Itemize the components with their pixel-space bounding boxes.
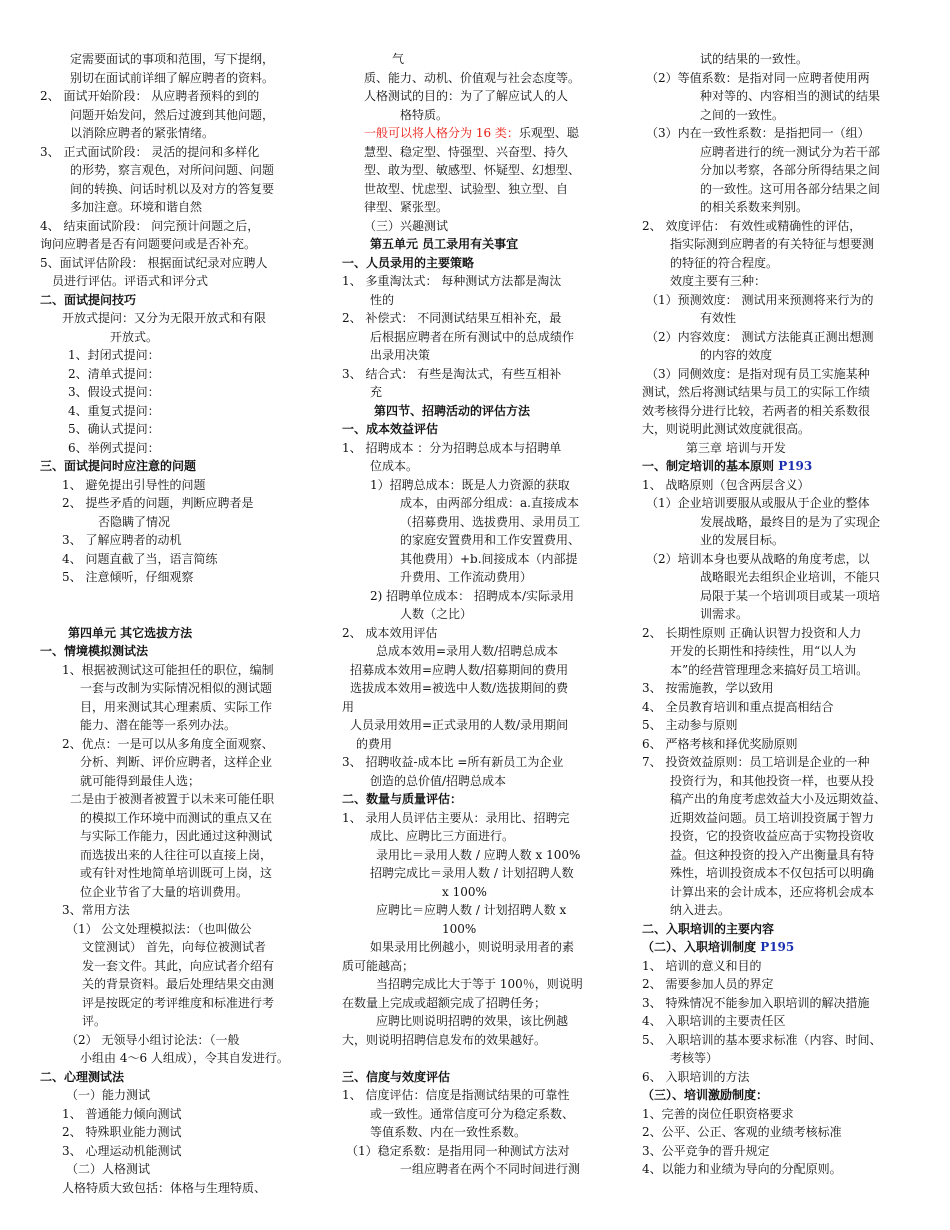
text-line: 2) 招聘单位成本： 招聘成本/实际录用 — [370, 588, 574, 603]
text-line: 成比、应聘比三方面进行。 — [370, 829, 515, 843]
text-line: 业的发展目标。 — [700, 533, 785, 547]
text-line: 2、优点：一是可以从多角度全面观察、 — [62, 736, 274, 751]
text-line: 分加以考察，各部分所得结果之间 — [700, 163, 881, 177]
text-line: 的相关系数来判别。 — [700, 200, 809, 214]
text-line: 之间的一致性。 — [700, 107, 785, 122]
text-line: 多加注意。环境和谐自然 — [70, 200, 203, 214]
text-line: （2） 无领导小组讨论法：（一般 — [66, 1032, 240, 1047]
text-line: 2、 特殊职业能力测试 — [62, 1125, 182, 1139]
text-line: 创造的总价值/招聘总成本 — [370, 773, 507, 788]
text-line: 升费用、工作流动费用） — [400, 570, 533, 584]
text-line: 的费用 — [356, 736, 393, 751]
section-heading: （三）、培训激励制度： — [642, 1088, 769, 1102]
text-line: 质可能越高； — [342, 958, 415, 973]
text-line: 一组应聘者在两个不同时间进行测 — [400, 1162, 581, 1176]
text-line: 2、 成本效用评估 — [342, 625, 438, 640]
text-line: 人格测试的目的：为了了解应试人的人 — [364, 89, 569, 103]
text-line: 投资行为，和其他投资一样，也要从投 — [670, 773, 875, 788]
text-line: 1、完善的岗位任职资格要求 — [642, 1106, 794, 1121]
text-line: 发一套文件。其此，向应试者介绍有 — [82, 958, 275, 973]
text-line: 大，则说明招聘信息发布的效果越好。 — [342, 1032, 547, 1047]
text-line: 文筐测试） 首先，向每位被测试者 — [82, 940, 266, 954]
text-line: 7、 投资效益原则：员工培训是企业的一种 — [642, 755, 870, 769]
text-line: 分析、判断、评价应聘者，这样企业 — [80, 755, 273, 769]
text-line: 性的 — [370, 292, 395, 307]
text-line: 气 — [392, 52, 405, 66]
text-line: 训需求。 — [700, 607, 749, 621]
text-line: 5、 入职培训的基本要求标准（内容、时间、 — [642, 1032, 882, 1047]
text-line: 3、 特殊情况不能参加入职培训的解决措施 — [642, 995, 870, 1010]
text-line: 录用比＝录用人数 / 应聘人数 x 100% — [376, 847, 581, 862]
text-line: 的一致性。这可用各部分结果之间 — [700, 181, 881, 196]
text-line: 1、 培训的意义和目的 — [642, 958, 762, 973]
text-line: 4、重复式提问： — [68, 403, 160, 418]
section-heading: 三、信度与效度评估 — [342, 1069, 451, 1084]
text-line: 5、 主动参与原则 — [642, 718, 738, 732]
text-line: 或有针对性地简单培训既可上岗，这 — [80, 866, 273, 880]
text-line: 开放式。 — [110, 329, 159, 344]
text-line: 应聘比＝应聘人数 / 计划招聘人数 x — [376, 903, 567, 917]
text-line: 益。但这种投资的投入产出衡量具有特 — [670, 847, 875, 862]
text-line: 6、 入职培训的方法 — [642, 1069, 750, 1084]
text-line: 考核等） — [670, 1051, 719, 1065]
text-line: 小组由 4～6 人组成），令其自发进行。 — [80, 1051, 289, 1065]
text-line: 战略眼光去组织企业培训，不能只 — [700, 570, 881, 584]
text-line: 应聘比则说明招聘的效果，该比例越 — [376, 1014, 569, 1028]
text-line: 目，用来测试其心理素质、实际工作 — [80, 699, 273, 714]
text-line: 1）招聘总成本：既是人力资源的获取 — [370, 477, 570, 492]
text-line: 4、以能力和业绩为导向的分配原则。 — [642, 1162, 842, 1176]
page-reference: P193 — [778, 459, 813, 473]
text-line: 在数量上完成或超额完成了招聘任务； — [342, 995, 547, 1010]
text-line: 以消除应聘者的紧张情绪。 — [70, 126, 215, 140]
text-line: 后根据应聘者在所有测试中的总成绩作 — [370, 329, 575, 344]
text-line: 3、 招聘收益-成本比 =所有新员工为企业 — [342, 755, 564, 769]
text-line: 的形势，察言观色，对所问问题、问题 — [70, 163, 275, 177]
text-line: 询问应聘者是否有问题要问或是否补充。 — [40, 237, 257, 251]
text-line — [342, 1049, 618, 1068]
text-line: 的特征的符合程度。 — [670, 255, 779, 270]
text-line — [40, 605, 322, 624]
text-line: 5、确认式提问： — [68, 422, 160, 436]
text-line: 开发的长期性和持续性，用“以人为 — [670, 644, 857, 658]
text-line: 总成本效用=录用人数/招聘总成本 — [376, 644, 559, 658]
text-line: 成本，由两部分组成：a.直接成本 — [400, 496, 579, 510]
text-line: 招募成本效用=应聘人数/招募期间的费用 — [350, 662, 569, 677]
text-line: 测试，然后将测试结果与员工的实际工作绩 — [642, 385, 871, 399]
text-line: 种对等的、内容相当的测试的结果 — [700, 89, 881, 103]
text-line: 用 — [342, 699, 355, 714]
text-line: 有效性 — [700, 311, 737, 325]
text-line: 或一致性。通常信度可分为稳定系数、 — [370, 1106, 575, 1121]
text-line: 计算出来的会计成本，还应将机会成本 — [670, 884, 875, 899]
highlighted-text: 一般可以将人格分为 16 类： — [364, 126, 519, 140]
section-heading: 二、面试提问技巧 — [40, 292, 137, 307]
text-line: 1、 招聘成本 ：分为招聘总成本与招聘单 — [342, 440, 562, 455]
text-line: 位成本。 — [370, 459, 419, 473]
text-line: 第三章 培训与开发 — [686, 440, 786, 455]
text-line: （1）稳定系数：是指用同一种测试方法对 — [346, 1143, 570, 1158]
text-line: 4、 全员教育培训和重点提高相结合 — [642, 699, 834, 714]
text-line: 本”的经营管理理念来搞好员工培训。 — [670, 662, 869, 677]
section-heading: 二、数量与质量评估： — [342, 792, 463, 806]
text-line: 一般可以将人格分为 16 类：乐观型、聪 — [364, 126, 579, 140]
text-line: 发展战略，最终目的是为了实现企 — [700, 514, 881, 529]
text-line: 关的背景资料。最后处理结果交由测 — [82, 977, 275, 991]
text-line: 指实际测到应聘者的有关特征与想要测 — [670, 237, 875, 251]
text-line: 当招聘完成比大于等于 100％，则说明 — [376, 977, 583, 991]
text-line: 的家庭安置费用和工作安置费用、 — [400, 533, 581, 547]
text-line: 3、常用方法 — [62, 903, 130, 917]
section-heading: 第五单元 员工录用有关事宜 — [370, 237, 519, 251]
text-line: 2、 效度评估： 有效性或精确性的评估， — [642, 218, 862, 233]
middle-column — [342, 50, 618, 1179]
text-line: 1、 避免提出引导性的问题 — [62, 477, 206, 492]
text-line: 3、 结合式： 有些是淘汰式，有些互相补 — [342, 366, 562, 381]
text-line: 大，则说明此测试效度就很高。 — [642, 422, 811, 436]
text-line: 格特质。 — [400, 107, 449, 122]
text-line: 招聘完成比＝录用人数 / 计划招聘人数 — [370, 866, 574, 880]
text-line: 1、封闭式提问： — [68, 348, 160, 362]
section-heading: 第四单元 其它选拔方法 — [68, 625, 193, 640]
text-line: 否隐瞒了情况 — [98, 514, 171, 529]
text-line: 1、 多重淘汰式： 每种测试方法都是淘汰 — [342, 274, 562, 288]
text-line: 稿产出的角度考虑效益大小及远期效益、 — [670, 792, 887, 806]
text-line: 3、 心理运动机能测试 — [62, 1143, 182, 1158]
text-line: 2、 需要参加人员的界定 — [642, 977, 774, 991]
text-line: （三）兴趣测试 — [364, 218, 449, 233]
section-heading: 三、面试提问时应注意的问题 — [40, 459, 197, 473]
text-line: 的模拟工作环境中而测试的重点又在 — [80, 810, 273, 825]
section-heading: 一、成本效益评估 — [342, 422, 439, 436]
text-line: 一套与改制为实际情况相似的测试题 — [80, 681, 273, 695]
text-line: 人数（之比） — [400, 607, 473, 621]
text-line: 3、公平竞争的晋升规定 — [642, 1143, 770, 1158]
text-line: （1）企业培训要服从或服从于企业的整体 — [646, 496, 870, 510]
text-line: 慧型、稳定型、恃强型、兴奋型、持久 — [364, 144, 569, 159]
text-line: x 100% — [442, 884, 487, 899]
text-line: 间的转换、问话时机以及对方的答复要 — [70, 181, 275, 196]
text-line: （二）人格测试 — [66, 1162, 151, 1176]
text-line: 别切在面试前详细了解应聘者的资料。 — [70, 70, 275, 85]
section-heading: 二、入职培训的主要内容 — [642, 921, 775, 936]
text-line: （招募费用、选拔费用、录用员工 — [400, 514, 581, 529]
section-heading: 一、制定培训的基本原则 P193 — [642, 459, 813, 473]
text-line: 选拔成本效用=被选中人数/选拔期间的费 — [350, 681, 569, 695]
text-line: 2、清单式提问： — [68, 366, 160, 381]
text-line: 员进行评估。评语式和评分式 — [52, 274, 209, 288]
text-line: 4、 结束面试阶段： 问完预计问题之后， — [40, 218, 260, 233]
text-line: 等值系数、内在一致性系数。 — [370, 1125, 527, 1139]
section-heading: 一、情境模拟测试法 — [40, 644, 149, 658]
text-line: 就可能得到最佳人选； — [80, 773, 201, 788]
text-line: 4、 入职培训的主要责任区 — [642, 1014, 786, 1028]
text-line: （1） 公文处理模拟法：（也叫做公 — [66, 921, 252, 936]
text-line: 投资，它的投资收益应高于实物投资收 — [670, 829, 875, 843]
text-line: 充 — [370, 385, 383, 399]
text-line: 二是由于被测者被置于以未来可能任职 — [70, 792, 275, 806]
text-line: 如果录用比例越小，则说明录用者的素 — [370, 940, 575, 954]
text-line: 评。 — [82, 1014, 107, 1028]
text-line: 1、 战略原则（包含两层含义） — [642, 477, 810, 492]
text-line: 1、 普通能力倾向测试 — [62, 1106, 182, 1121]
text-line: 其他费用）+b.间接成本（内部提 — [400, 551, 578, 566]
text-line: （2）内容效度： 测试方法能真正测出想测 — [646, 329, 874, 344]
text-line: 1、 录用人员评估主要从：录用比、招聘完 — [342, 810, 570, 825]
text-line: 3、 了解应聘者的动机 — [62, 533, 182, 547]
text-line: 3、 正式面试阶段： 灵活的提问和多样化 — [40, 144, 260, 159]
text-line: 近期效益问题。员工培训投资属于智力 — [670, 810, 875, 825]
text-line: 试的结果的一致性。 — [700, 52, 809, 66]
text-line: 律型、紧张型。 — [364, 200, 449, 214]
text-line: 局限于某一个培训项目或某一项培 — [700, 588, 881, 603]
text-line: （1）预测效度： 测试用来预测将来行为的 — [646, 292, 874, 307]
text-line: 定需要面试的事项和范围，写下提纲， — [70, 52, 275, 66]
text-line: 问题开始发问，然后过渡到其他问题， — [70, 107, 275, 122]
text-line: （3）同侧效度：是指对现有员工实施某种 — [646, 366, 870, 381]
text-line: 1、 信度评估：信度是指测试结果的可靠性 — [342, 1088, 570, 1102]
text-line: 位企业节省了大量的培训费用。 — [80, 884, 249, 899]
text-line: 人员录用效用=正式录用的人数/录用期间 — [350, 718, 569, 732]
text-line: 6、举例式提问： — [68, 440, 160, 455]
text-line: 2、公平、公正、客观的业绩考核标准 — [642, 1125, 842, 1139]
text-line: 出录用决策 — [370, 348, 431, 362]
text-line: 2、 长期性原则 正确认识智力投资和人力 — [642, 625, 862, 640]
text-line: 与实际工作能力，因此通过这种测试 — [80, 829, 273, 843]
text-line: 评是按既定的考评维度和标准进行考 — [82, 995, 275, 1010]
text-line: 的内容的效度 — [700, 348, 773, 362]
text-line: 3、假设式提问： — [68, 385, 160, 399]
text-line: 3、 按需施教，学以致用 — [642, 681, 774, 695]
text-line: 能力、潜在能等一系列办法。 — [80, 718, 237, 732]
section-heading: （二）、入职培训制度 P195 — [642, 940, 795, 954]
text-line: 开放式提问：又分为无限开放式和有限 — [62, 311, 267, 325]
text-line: （2）等值系数：是指对同一应聘者使用两 — [646, 70, 870, 85]
text-line: 2、 补偿式： 不同测试结果互相补充，最 — [342, 311, 562, 325]
text-line: （3）内在一致性系数：是指把同一（组） — [646, 126, 870, 140]
text-line: 应聘者进行的统一测试分为若干部 — [700, 144, 881, 159]
text-line: 效度主要有三种： — [670, 274, 767, 288]
page-reference: P195 — [760, 940, 795, 954]
text-line: 型、敢为型、敏感型、怀疑型、幻想型、 — [364, 163, 581, 177]
text-line: 1、根据被测试这可能担任的职位，编制 — [62, 662, 274, 677]
section-heading: 第四节、招聘活动的评估方法 — [374, 403, 531, 418]
text-line: 殊性，培训投资成本不仅包括可以明确 — [670, 866, 875, 880]
text-line: 2、 提些矛盾的问题，判断应聘者是 — [62, 496, 254, 510]
text-line — [40, 587, 322, 606]
section-heading: 一、人员录用的主要策略 — [342, 255, 475, 270]
text-line: 100% — [442, 921, 477, 936]
text-line: 世故型、忧虑型、试验型、独立型、自 — [364, 181, 569, 196]
text-line: 5、 注意倾听，仔细观察 — [62, 570, 194, 584]
text-line: 质、能力、动机、价值观与社会态度等。 — [364, 70, 581, 85]
text-line: （2）培训本身也要从战略的角度考虑，以 — [646, 551, 870, 566]
right-column — [642, 50, 920, 1179]
text-line: 2、 面试开始阶段： 从应聘者预料的到的 — [40, 89, 260, 103]
left-column — [40, 50, 322, 1197]
text-line: 6、 严格考核和择优奖励原则 — [642, 736, 798, 751]
section-heading: 二、心理测试法 — [40, 1069, 125, 1084]
text-line: 人格特质大致包括：体格与生理特质、 — [62, 1180, 267, 1195]
text-line: 纳入进去。 — [670, 903, 731, 917]
text-line: 5、面试评估阶段： 根据面试纪录对应聘人 — [40, 255, 268, 270]
text-line: 而选拔出来的人往往可以直接上岗， — [80, 847, 273, 862]
text-line: （一）能力测试 — [66, 1088, 151, 1102]
text-line: 效考核得分进行比较，若两者的相关系数很 — [642, 403, 871, 418]
text-line: 4、 问题直截了当，语言简练 — [62, 551, 218, 566]
